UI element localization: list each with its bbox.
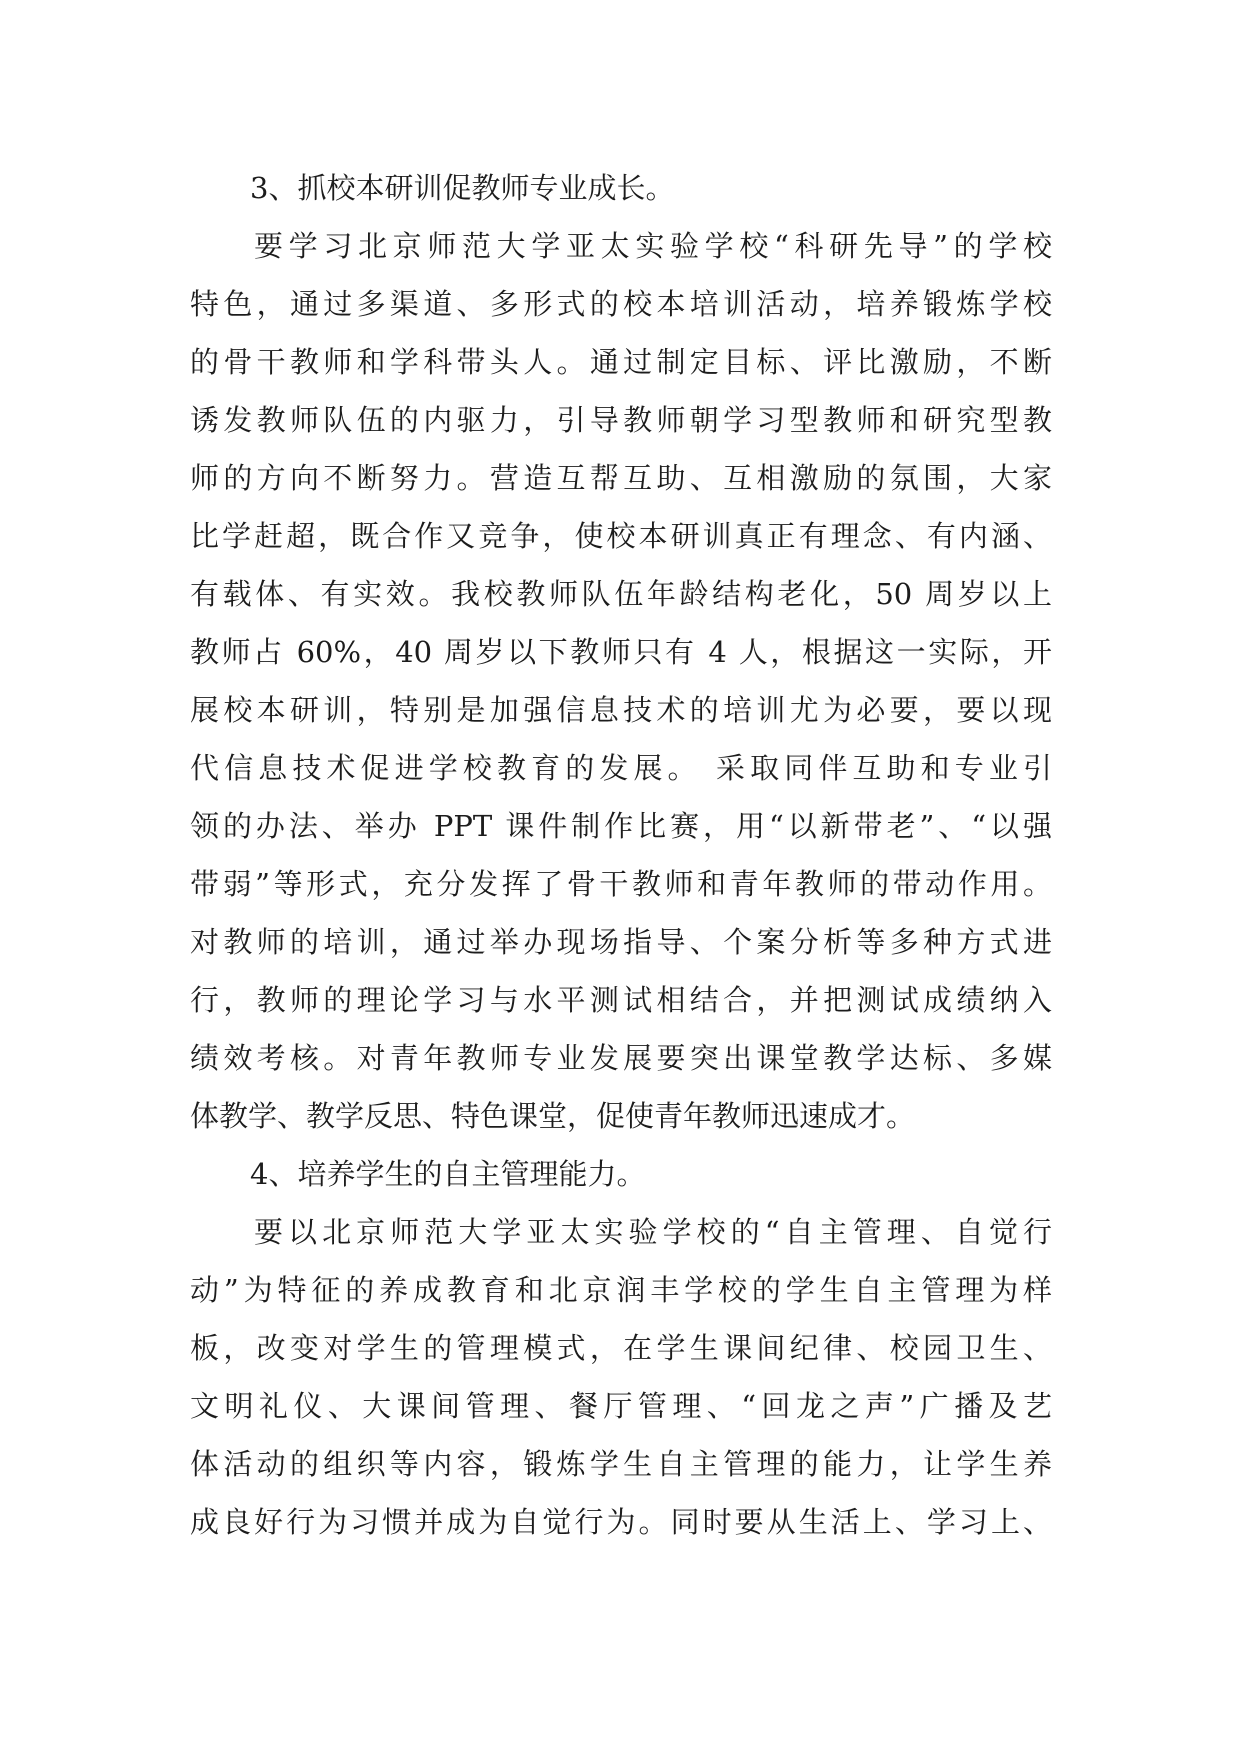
paragraph-line: 师的方向不断努力。营造互帮互助、互相激励的氛围，大家 <box>190 461 1052 495</box>
paragraph-line: 行，教师的理论学习与水平测试相结合，并把测试成绩纳入 <box>190 983 1052 1017</box>
paragraph-line: 体活动的组织等内容，锻炼学生自主管理的能力，让学生养 <box>190 1447 1052 1481</box>
paragraph-line: 比学赶超，既合作又竞争，使校本研训真正有理念、有内涵、 <box>190 519 1052 553</box>
paragraph-line: 有载体、有实效。我校教师队伍年龄结构老化，50 周岁以上 <box>190 577 1052 611</box>
paragraph-line: 要学习北京师范大学亚太实验学校“科研先导”的学校 <box>254 229 1052 263</box>
document-body <box>190 159 1052 1551</box>
paragraph-line: 代信息技术促进学校教育的发展。 采取同伴互助和专业引 <box>190 751 1052 785</box>
paragraph-line: 展校本研训，特别是加强信息技术的培训尤为必要，要以现 <box>190 693 1052 727</box>
paragraph-line: 动”为特征的养成教育和北京润丰学校的学生自主管理为样 <box>190 1273 1052 1307</box>
paragraph-line: 诱发教师队伍的内驱力，引导教师朝学习型教师和研究型教 <box>190 403 1052 437</box>
paragraph-line: 特色，通过多渠道、多形式的校本培训活动，培养锻炼学校 <box>190 287 1052 321</box>
paragraph-line: 教师占 60%，40 周岁以下教师只有 4 人，根据这一实际，开 <box>190 635 1052 669</box>
paragraph-line: 板，改变对学生的管理模式，在学生课间纪律、校园卫生、 <box>190 1331 1052 1365</box>
paragraph-line: 对教师的培训，通过举办现场指导、个案分析等多种方式进 <box>190 925 1052 959</box>
paragraph-line: 要以北京师范大学亚太实验学校的“自主管理、自觉行 <box>254 1215 1052 1249</box>
paragraph-line: 体教学、教学反思、特色课堂，促使青年教师迅速成才。 <box>190 1099 916 1133</box>
paragraph-line: 成良好行为习惯并成为自觉行为。同时要从生活上、学习上、 <box>190 1505 1052 1539</box>
paragraph-line: 带弱”等形式，充分发挥了骨干教师和青年教师的带动作用。 <box>190 867 1052 901</box>
paragraph-line: 文明礼仪、大课间管理、餐厅管理、“回龙之声”广播及艺 <box>190 1389 1052 1423</box>
paragraph-line: 绩效考核。对青年教师专业发展要突出课堂教学达标、多媒 <box>190 1041 1052 1075</box>
paragraph-line: 领的办法、举办 PPT 课件制作比赛，用“以新带老”、“以强 <box>190 809 1052 843</box>
section-heading: 4、培养学生的自主管理能力。 <box>250 1157 646 1191</box>
paragraph-line: 的骨干教师和学科带头人。通过制定目标、评比激励，不断 <box>190 345 1052 379</box>
section-heading: 3、抓校本研训促教师专业成长。 <box>250 171 675 205</box>
